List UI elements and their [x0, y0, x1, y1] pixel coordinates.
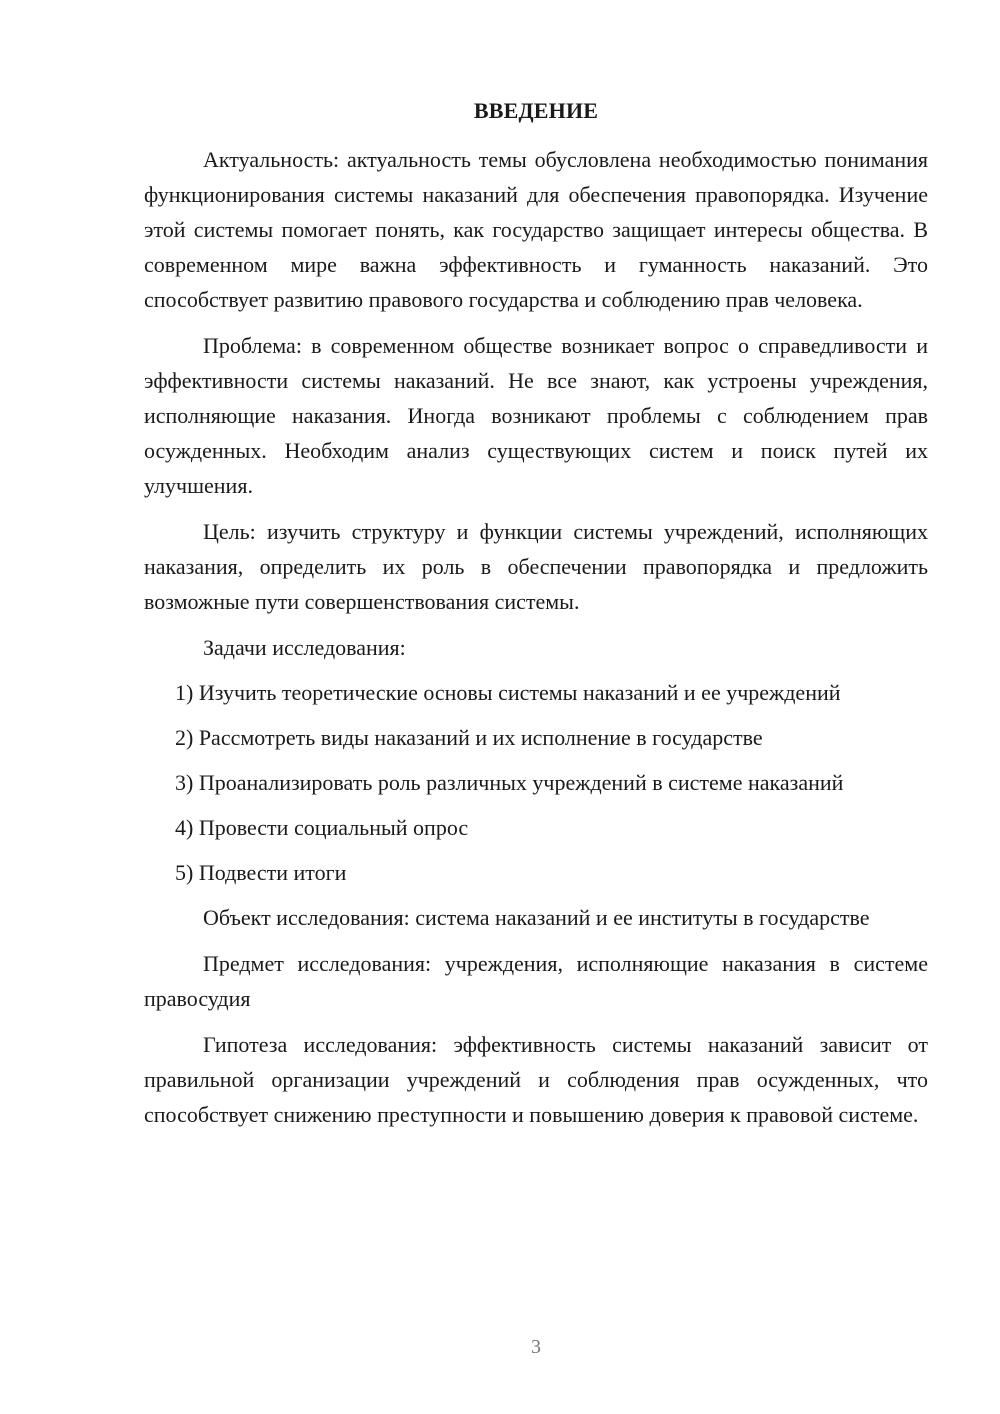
- paragraph-relevance: Актуальность: актуальность темы обусловлена необходимостью понимания функционирования системы наказаний для обеспечения правопорядка. Изучение этой системы помогает понять, как государство защищает интересы общества. В современном мире важна эффективность и гуманность наказаний. Это способствует развитию правового государства и соблюдению прав человека.: [144, 147, 928, 312]
- task-item-3: 3) Проанализировать роль различных учреждений в системе наказаний: [175, 770, 844, 795]
- page-title: ВВЕДЕНИЕ: [473, 98, 599, 123]
- paragraph-problem: Проблема: в современном обществе возникает вопрос о справедливости и эффективности системы наказаний. Не все знают, как устроены учреждения, исполняющие наказания. Иногда возникают проблемы с соблюдением прав осужденных. Необходим анализ существующих систем и поиск путей их улучшения.: [144, 333, 928, 498]
- task-item-4: 4) Провести социальный опрос: [175, 815, 469, 840]
- tasks-heading: Задачи исследования:: [203, 635, 406, 660]
- paragraph-goal: Цель: изучить структуру и функции системы учреждений, исполняющих наказания, определить их роль в обеспечении правопорядка и предложить возможные пути совершенствования системы.: [144, 519, 928, 614]
- page-number: 3: [531, 1336, 541, 1358]
- task-item-1: 1) Изучить теоретические основы системы наказаний и ее учреждений: [175, 680, 841, 705]
- paragraph-subject: Предмет исследования: учреждения, исполняющие наказания в системе правосудия: [144, 951, 928, 1011]
- paragraph-object: Объект исследования: система наказаний и ее институты в государстве: [203, 905, 870, 930]
- task-item-5: 5) Подвести итоги: [175, 860, 347, 885]
- paragraph-hypothesis: Гипотеза исследования: эффективность системы наказаний зависит от правильной организации учреждений и соблюдения прав осужденных, что способствует снижению преступности и повышению доверия к правовой системе.: [144, 1032, 928, 1127]
- task-item-2: 2) Рассмотреть виды наказаний и их исполнение в государстве: [175, 725, 763, 750]
- document-body: [144, 142, 928, 1143]
